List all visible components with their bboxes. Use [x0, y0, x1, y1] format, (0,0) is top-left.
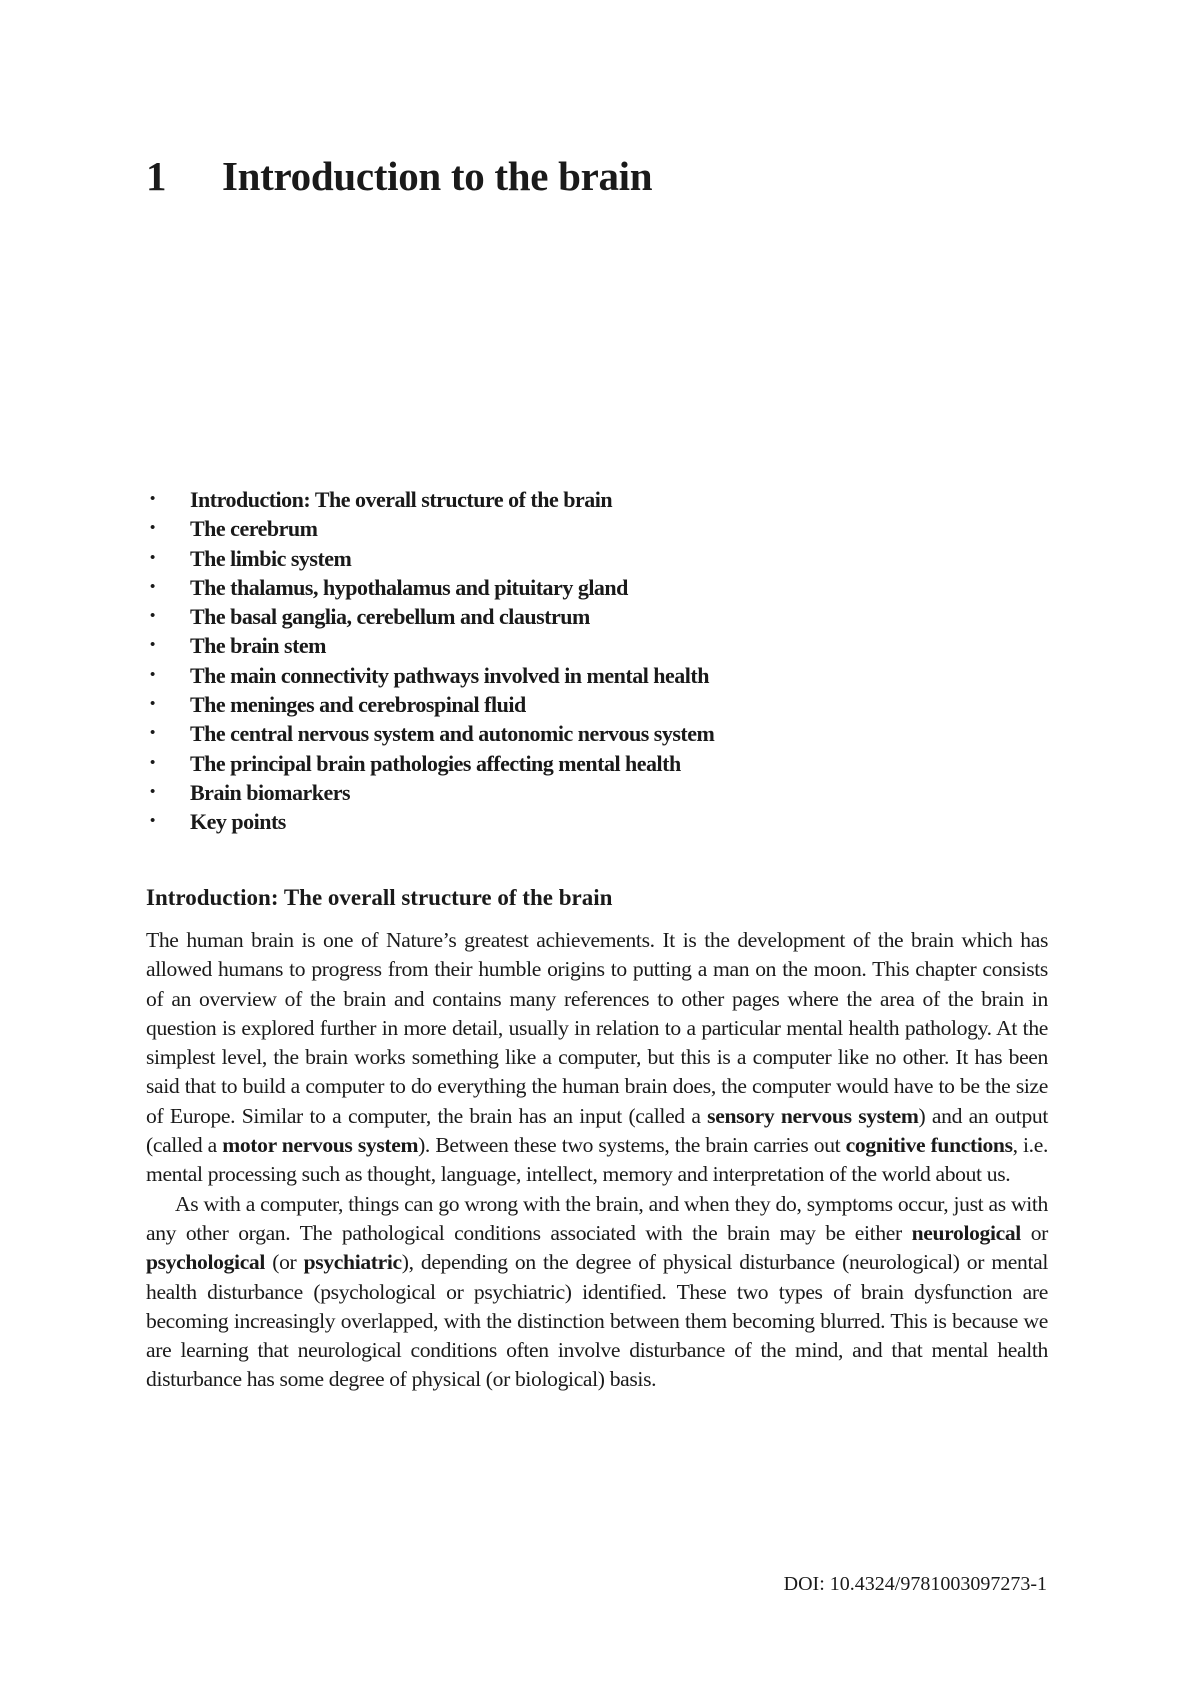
bullet-icon: • — [150, 696, 155, 713]
contents-item — [146, 778, 1046, 807]
paragraph-text: ). Between these two systems, the brain carries out — [418, 1133, 846, 1158]
paragraph — [146, 1190, 1048, 1395]
contents-item-label: The limbic system — [190, 545, 352, 571]
bullet-icon: • — [150, 637, 155, 654]
contents-item — [146, 485, 1046, 514]
paragraph-text: The human brain is one of Nature’s greatest achievements. It is the development of the brain which has allowed humans to progress from their humble origins to putting a man on the moon. This chapter consists of an overview of the brain and contains many references to other pages where the area of the brain in question is explored further in more detail, usually in relation to a particular mental health pathology. At the simplest level, the brain works something like a computer, but this is a computer like no other. It has been said that to build a computer to do everything the human brain does, the computer would have to be the size of Europe. Similar to a computer, the brain has an input (called a — [146, 928, 1048, 1128]
contents-item — [146, 602, 1046, 631]
key-term: psychiatric — [303, 1250, 402, 1275]
contents-item-label: The basal ganglia, cerebellum and claustrum — [190, 604, 590, 630]
paragraph — [146, 926, 1048, 1190]
doi-footer: DOI: 10.4324/9781003097273-1 — [783, 1573, 1047, 1595]
bullet-icon: • — [150, 783, 155, 800]
key-term: neurological — [911, 1220, 1021, 1245]
contents-item — [146, 749, 1046, 778]
contents-item-label: The thalamus, hypothalamus and pituitary gland — [190, 574, 628, 600]
contents-item — [146, 631, 1046, 660]
contents-item-label: The principal brain pathologies affecting mental health — [190, 750, 681, 776]
contents-item — [146, 807, 1046, 836]
key-term: motor nervous system — [222, 1133, 419, 1158]
paragraph-text: As with a computer, things can go wrong with the brain, and when they do, symptoms occur, just as with any other organ. The pathological conditions associated with the brain may be either — [146, 1191, 1048, 1245]
bullet-icon: • — [150, 608, 155, 625]
bullet-icon: • — [150, 666, 155, 683]
contents-item-label: The meninges and cerebrospinal fluid — [190, 692, 526, 718]
key-term: cognitive functions — [845, 1133, 1013, 1158]
contents-item-label: The cerebrum — [190, 516, 318, 542]
bullet-icon: • — [150, 549, 155, 566]
contents-item-label: Key points — [190, 809, 286, 835]
contents-item-label: Introduction: The overall structure of the brain — [190, 487, 613, 512]
contents-item — [146, 514, 1046, 543]
chapter-number: 1 — [146, 153, 167, 199]
key-term: psychological — [146, 1250, 266, 1275]
key-term: sensory nervous system — [707, 1103, 919, 1128]
contents-item — [146, 661, 1046, 690]
section-heading: Introduction: The overall structure of the brain — [146, 885, 613, 910]
paragraph-text: or — [1020, 1220, 1048, 1245]
contents-item-label: The main connectivity pathways involved in mental health — [190, 662, 709, 688]
paragraph-text: , i.e. mental processing such as thought, language, intellect, memory and interpretation of the world about us. — [146, 1133, 1049, 1187]
contents-item — [146, 544, 1046, 573]
bullet-icon: • — [150, 813, 155, 830]
bullet-icon: • — [150, 754, 155, 771]
bullet-icon: • — [150, 491, 155, 507]
paragraph-text: (or — [265, 1250, 304, 1275]
paragraph-text: ), depending on the degree of physical disturbance (neurological) or mental health disturbance (psychological or psychiatric) identified. These two types of brain dysfunction are becoming increasingly overlapped, with the distinction between them becoming blurred. This is because we are learning that neurological conditions often involve disturbance of the mind, and that mental health disturbance has some degree of physical (or biological) basis. — [146, 1250, 1048, 1392]
paragraph-text: ) and an output (called a — [146, 1103, 1048, 1158]
bullet-icon: • — [150, 520, 155, 537]
chapter-title: Introduction to the brain — [222, 153, 653, 199]
contents-item-label: The central nervous system and autonomic nervous system — [190, 721, 715, 747]
contents-item — [146, 573, 1046, 602]
contents-item — [146, 690, 1046, 719]
contents-item-label: Brain biomarkers — [190, 779, 351, 805]
contents-item-label: The brain stem — [190, 633, 326, 659]
bullet-icon: • — [150, 725, 155, 742]
chapter-heading — [146, 150, 652, 202]
bullet-icon: • — [150, 578, 155, 595]
contents-item — [146, 719, 1046, 748]
chapter-contents-list — [146, 485, 1046, 837]
body-text — [146, 926, 1048, 1395]
